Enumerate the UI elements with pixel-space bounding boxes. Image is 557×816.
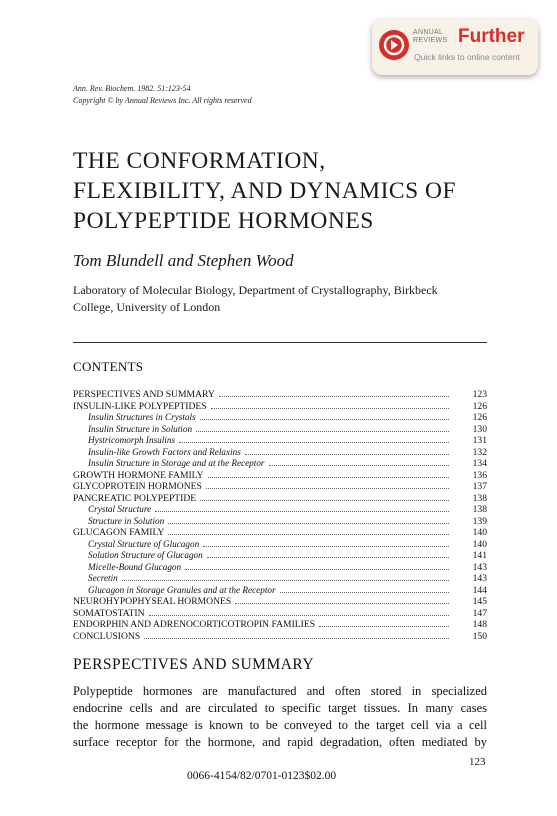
- body-paragraph: [73, 683, 487, 751]
- toc-entry-label: Micelle-Bound Glucagon: [88, 561, 182, 572]
- toc-entry: [73, 595, 487, 607]
- toc-entry: [73, 434, 487, 446]
- toc-entry: [73, 411, 487, 423]
- toc-entry-page: 141: [472, 550, 487, 561]
- toc-entry: [73, 538, 487, 550]
- toc-leader-dots: [245, 446, 449, 455]
- toc-entry: [73, 400, 487, 412]
- toc-entry-label: ENDORPHIN AND ADRENOCORTICOTROPIN FAMILIES: [73, 619, 316, 630]
- toc-entry-page: 134: [472, 458, 487, 469]
- toc-entry-label: GLYCOPROTEIN HORMONES: [73, 481, 202, 492]
- table-of-contents: [73, 388, 487, 641]
- title-line: POLYPEPTIDE HORMONES: [73, 208, 374, 234]
- toc-entry: [73, 526, 487, 538]
- toc-entry: [73, 492, 487, 504]
- toc-entry-page: 123: [472, 389, 487, 400]
- toc-entry-label: Crystal Structure: [88, 504, 152, 514]
- title-line: FLEXIBILITY, AND DYNAMICS OF: [73, 178, 457, 204]
- toc-entry-page: 147: [472, 607, 487, 619]
- affiliation-line: College, University of London: [73, 300, 221, 314]
- toc-leader-dots: [235, 595, 449, 604]
- toc-entry: [73, 607, 487, 619]
- body-line: surface receptor for the hormone, and rapid degradation, often mediated by: [73, 735, 487, 749]
- affiliation-line: Laboratory of Molecular Biology, Department of Crystallography, Birkbeck: [73, 283, 438, 297]
- toc-entry-label: SOMATOSTATIN: [73, 607, 145, 619]
- toc-entry-page: 140: [472, 538, 487, 550]
- copyright: Copyright © by Annual Reviews Inc. All rights reserved: [73, 96, 252, 105]
- further-logo-icon: [379, 30, 409, 60]
- toc-entry-label: Insulin Structure in Solution: [88, 423, 193, 434]
- body-line: endocrine cells and are circulated to specific target tissues. In many cases: [73, 701, 487, 715]
- toc-entry-label: INSULIN-LIKE POLYPEPTIDES: [73, 400, 207, 412]
- toc-entry-label: CONCLUSIONS: [73, 630, 141, 642]
- toc-entry-label: Glucagon in Storage Granules and at the Receptor: [88, 584, 276, 595]
- toc-leader-dots: [200, 492, 449, 501]
- toc-entry: [73, 572, 487, 584]
- toc-entry-page: 132: [472, 446, 487, 458]
- toc-entry-page: 138: [472, 492, 487, 504]
- toc-entry-label: Crystal Structure of Glucagon: [88, 538, 200, 549]
- toc-leader-dots: [168, 526, 449, 535]
- page-number: 123: [469, 756, 486, 768]
- toc-entry-label: PERSPECTIVES AND SUMMARY: [73, 389, 215, 400]
- toc-leader-dots: [280, 584, 449, 593]
- toc-leader-dots: [319, 618, 449, 627]
- toc-entry-page: 148: [472, 619, 487, 630]
- toc-entry: [73, 457, 487, 469]
- further-badge[interactable]: [372, 19, 538, 75]
- toc-entry-page: 130: [472, 423, 487, 435]
- toc-leader-dots: [155, 503, 449, 512]
- title-line: THE CONFORMATION,: [73, 148, 326, 174]
- toc-leader-dots: [219, 388, 449, 397]
- further-publisher: ANNUAL REVIEWS: [413, 29, 448, 44]
- toc-leader-dots: [185, 561, 449, 570]
- toc-entry-label: GLUCAGON FAMILY: [73, 527, 165, 538]
- toc-entry-page: 137: [472, 481, 487, 492]
- toc-leader-dots: [200, 411, 449, 420]
- toc-leader-dots: [179, 434, 449, 443]
- body-line: the hormone message is known to be conveyed to the target cell via a cell: [73, 718, 487, 732]
- toc-entry-page: 126: [472, 412, 487, 423]
- toc-leader-dots: [149, 607, 449, 616]
- footer-code: 0066-4154/82/0701-0123$02.00: [187, 770, 337, 782]
- toc-leader-dots: [208, 469, 449, 478]
- toc-entry-label: Secretin: [88, 573, 118, 583]
- toc-entry-page: 126: [472, 400, 487, 412]
- toc-entry: [73, 630, 487, 642]
- toc-entry: [73, 503, 487, 515]
- toc-leader-dots: [269, 457, 450, 466]
- affiliation: [73, 282, 493, 316]
- toc-leader-dots: [203, 538, 449, 547]
- toc-entry: [73, 515, 487, 527]
- further-subtitle: Quick links to online content: [414, 52, 520, 62]
- toc-entry-label: Solution Structure of Glucagon: [88, 550, 203, 560]
- toc-entry-label: Insulin-like Growth Factors and Relaxins: [88, 446, 241, 457]
- toc-entry: [73, 480, 487, 492]
- toc-entry-page: 131: [472, 435, 487, 446]
- contents-heading: CONTENTS: [73, 359, 144, 374]
- toc-entry-label: Structure in Solution: [88, 515, 165, 526]
- toc-entry-label: Insulin Structure in Storage and at the Receptor: [88, 458, 265, 468]
- toc-entry-page: 138: [472, 504, 487, 515]
- toc-entry-page: 150: [472, 630, 487, 642]
- toc-entry: [73, 423, 487, 435]
- toc-entry: [73, 584, 487, 596]
- toc-entry: [73, 446, 487, 458]
- toc-leader-dots: [168, 515, 449, 524]
- toc-leader-dots: [144, 630, 449, 639]
- toc-entry-label: Hystricomorph Insulins: [88, 435, 176, 445]
- toc-entry: [73, 618, 487, 630]
- toc-entry-page: 140: [472, 527, 487, 538]
- toc-entry: [73, 549, 487, 561]
- toc-leader-dots: [207, 549, 449, 558]
- toc-entry: [73, 388, 487, 400]
- toc-entry: [73, 469, 487, 481]
- toc-entry-label: PANCREATIC POLYPEPTIDE: [73, 492, 197, 504]
- toc-entry-page: 143: [472, 573, 487, 584]
- toc-entry-label: NEUROHYPOPHYSEAL HORMONES: [73, 596, 232, 607]
- citation: Ann. Rev. Biochem. 1982. 51:123-54: [73, 84, 191, 93]
- toc-entry-page: 144: [472, 584, 487, 596]
- body-line: Polypeptide hormones are manufactured and often stored in specialized: [73, 684, 487, 698]
- toc-entry: [73, 561, 487, 573]
- section-heading: PERSPECTIVES AND SUMMARY: [73, 656, 315, 673]
- authors: Tom Blundell and Stephen Wood: [73, 251, 294, 270]
- toc-leader-dots: [211, 400, 449, 409]
- toc-leader-dots: [196, 423, 449, 432]
- toc-entry-page: 145: [472, 596, 487, 607]
- further-word: Further: [458, 26, 525, 47]
- toc-entry-label: Insulin Structures in Crystals: [88, 412, 196, 422]
- toc-entry-page: 139: [472, 515, 487, 527]
- toc-entry-page: 136: [472, 469, 487, 481]
- article-title: [73, 146, 513, 236]
- toc-entry-label: GROWTH HORMONE FAMILY: [73, 469, 204, 481]
- toc-leader-dots: [122, 572, 449, 581]
- toc-leader-dots: [206, 480, 449, 489]
- divider: [73, 342, 487, 343]
- toc-entry-page: 143: [472, 561, 487, 573]
